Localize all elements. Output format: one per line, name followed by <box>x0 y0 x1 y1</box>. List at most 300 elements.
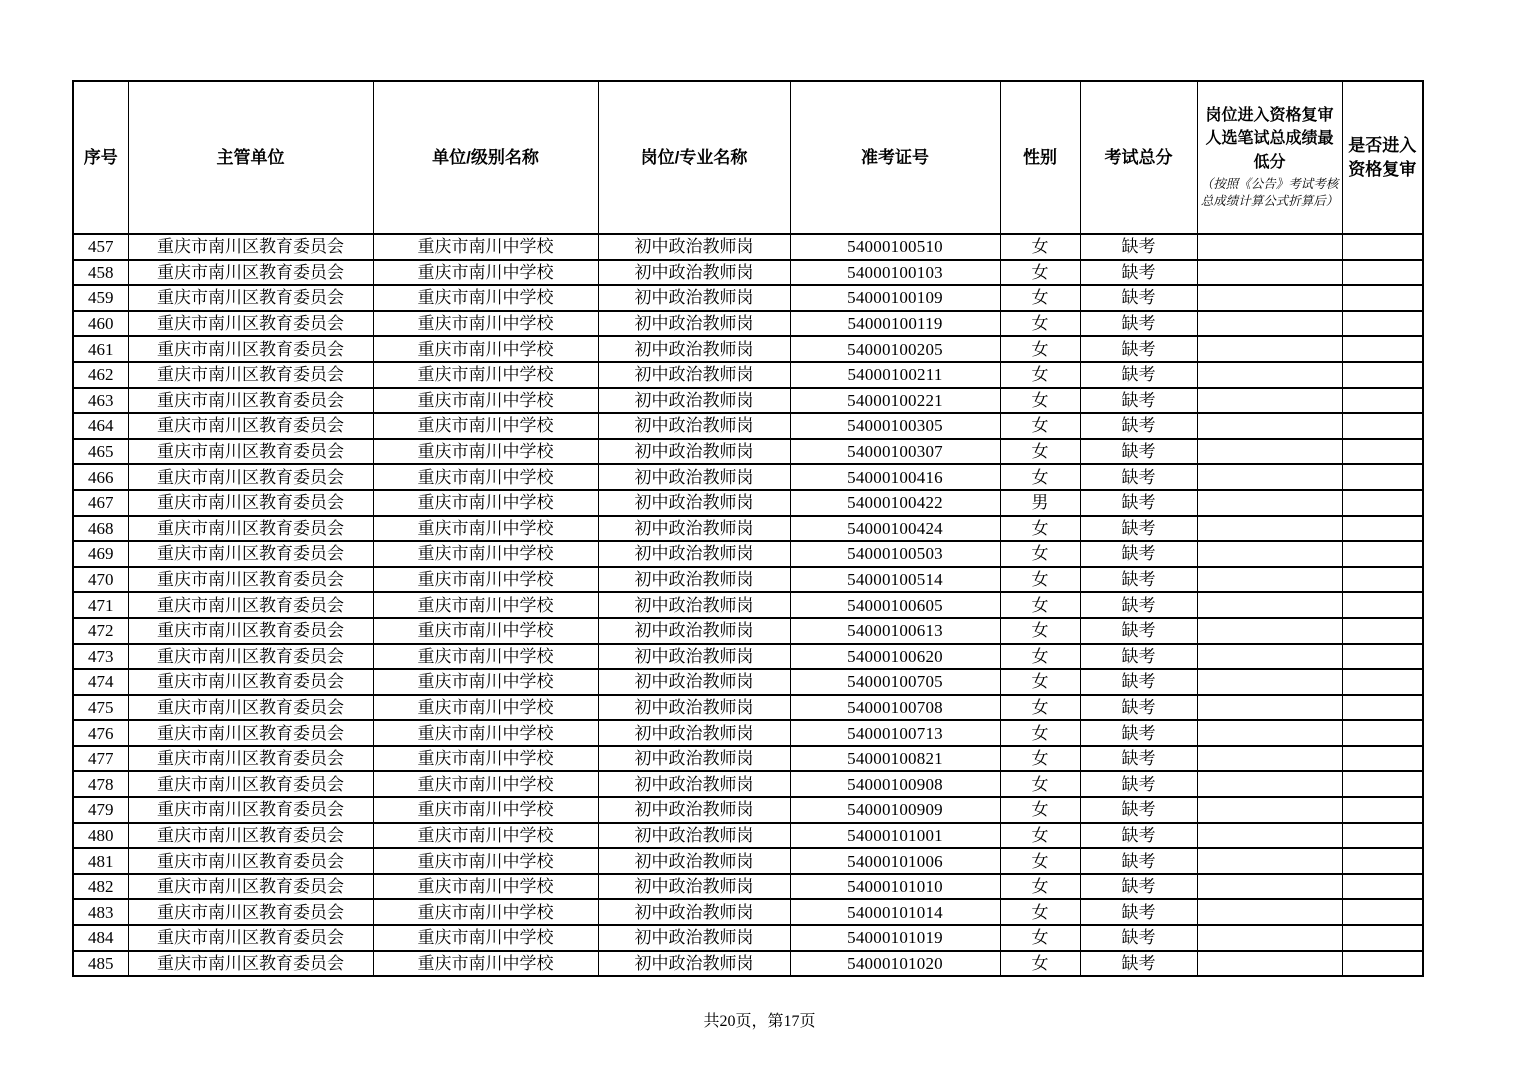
cell-admission-no: 54000100613 <box>790 618 1000 644</box>
cell-gender: 女 <box>1000 413 1080 439</box>
table-row <box>73 771 1423 797</box>
cell-gender: 女 <box>1000 516 1080 542</box>
cell-supervisor: 重庆市南川区教育委员会 <box>128 285 373 311</box>
cell-requalify <box>1342 567 1423 593</box>
cell-min-score <box>1197 285 1342 311</box>
cell-min-score <box>1197 336 1342 362</box>
cell-index: 461 <box>73 336 128 362</box>
cell-position: 初中政治教师岗 <box>598 234 790 260</box>
cell-gender: 女 <box>1000 541 1080 567</box>
cell-admission-no: 54000100305 <box>790 413 1000 439</box>
cell-admission-no: 54000100211 <box>790 362 1000 388</box>
cell-unit: 重庆市南川中学校 <box>373 541 598 567</box>
cell-index: 483 <box>73 899 128 925</box>
cell-position: 初中政治教师岗 <box>598 848 790 874</box>
cell-min-score <box>1197 541 1342 567</box>
col-header-supervisor: 主管单位 <box>128 81 373 234</box>
cell-min-score <box>1197 234 1342 260</box>
cell-min-score <box>1197 388 1342 414</box>
col-header-unit: 单位/级别名称 <box>373 81 598 234</box>
cell-unit: 重庆市南川中学校 <box>373 823 598 849</box>
cell-unit: 重庆市南川中学校 <box>373 618 598 644</box>
cell-total-score: 缺考 <box>1080 311 1197 337</box>
cell-position: 初中政治教师岗 <box>598 925 790 951</box>
cell-unit: 重庆市南川中学校 <box>373 925 598 951</box>
cell-unit: 重庆市南川中学校 <box>373 695 598 721</box>
table-row <box>73 336 1423 362</box>
cell-supervisor: 重庆市南川区教育委员会 <box>128 260 373 286</box>
cell-position: 初中政治教师岗 <box>598 311 790 337</box>
cell-total-score: 缺考 <box>1080 899 1197 925</box>
cell-gender: 女 <box>1000 669 1080 695</box>
table-row <box>73 592 1423 618</box>
cell-index: 472 <box>73 618 128 644</box>
cell-unit: 重庆市南川中学校 <box>373 234 598 260</box>
cell-index: 462 <box>73 362 128 388</box>
cell-unit: 重庆市南川中学校 <box>373 848 598 874</box>
cell-requalify <box>1342 311 1423 337</box>
cell-index: 467 <box>73 490 128 516</box>
cell-position: 初中政治教师岗 <box>598 720 790 746</box>
cell-requalify <box>1342 951 1423 977</box>
cell-unit: 重庆市南川中学校 <box>373 388 598 414</box>
cell-unit: 重庆市南川中学校 <box>373 439 598 465</box>
cell-total-score: 缺考 <box>1080 669 1197 695</box>
table-row <box>73 644 1423 670</box>
cell-requalify <box>1342 797 1423 823</box>
cell-requalify <box>1342 899 1423 925</box>
cell-unit: 重庆市南川中学校 <box>373 720 598 746</box>
table-row <box>73 567 1423 593</box>
cell-requalify <box>1342 592 1423 618</box>
cell-position: 初中政治教师岗 <box>598 823 790 849</box>
cell-requalify <box>1342 260 1423 286</box>
cell-requalify <box>1342 644 1423 670</box>
cell-total-score: 缺考 <box>1080 260 1197 286</box>
cell-position: 初中政治教师岗 <box>598 388 790 414</box>
table-row <box>73 413 1423 439</box>
cell-min-score <box>1197 771 1342 797</box>
cell-supervisor: 重庆市南川区教育委员会 <box>128 797 373 823</box>
table-row <box>73 797 1423 823</box>
cell-supervisor: 重庆市南川区教育委员会 <box>128 618 373 644</box>
cell-admission-no: 54000100909 <box>790 797 1000 823</box>
cell-position: 初中政治教师岗 <box>598 567 790 593</box>
cell-unit: 重庆市南川中学校 <box>373 311 598 337</box>
cell-min-score <box>1197 516 1342 542</box>
cell-unit: 重庆市南川中学校 <box>373 464 598 490</box>
table-row <box>73 951 1423 977</box>
cell-position: 初中政治教师岗 <box>598 260 790 286</box>
cell-supervisor: 重庆市南川区教育委员会 <box>128 362 373 388</box>
cell-gender: 女 <box>1000 388 1080 414</box>
cell-min-score <box>1197 592 1342 618</box>
cell-admission-no: 54000100205 <box>790 336 1000 362</box>
cell-index: 480 <box>73 823 128 849</box>
cell-admission-no: 54000101014 <box>790 899 1000 925</box>
cell-supervisor: 重庆市南川区教育委员会 <box>128 644 373 670</box>
table-row <box>73 720 1423 746</box>
cell-gender: 女 <box>1000 874 1080 900</box>
cell-min-score <box>1197 848 1342 874</box>
cell-position: 初中政治教师岗 <box>598 669 790 695</box>
cell-min-score <box>1197 746 1342 772</box>
table-row <box>73 490 1423 516</box>
cell-index: 459 <box>73 285 128 311</box>
cell-min-score <box>1197 925 1342 951</box>
cell-position: 初中政治教师岗 <box>598 413 790 439</box>
table-row <box>73 464 1423 490</box>
cell-gender: 女 <box>1000 260 1080 286</box>
cell-supervisor: 重庆市南川区教育委员会 <box>128 771 373 797</box>
table-row <box>73 695 1423 721</box>
cell-total-score: 缺考 <box>1080 746 1197 772</box>
cell-supervisor: 重庆市南川区教育委员会 <box>128 516 373 542</box>
cell-total-score: 缺考 <box>1080 771 1197 797</box>
cell-total-score: 缺考 <box>1080 439 1197 465</box>
cell-unit: 重庆市南川中学校 <box>373 413 598 439</box>
cell-gender: 女 <box>1000 464 1080 490</box>
cell-requalify <box>1342 848 1423 874</box>
cell-requalify <box>1342 874 1423 900</box>
col-header-admission-no: 准考证号 <box>790 81 1000 234</box>
cell-gender: 女 <box>1000 925 1080 951</box>
cell-gender: 女 <box>1000 644 1080 670</box>
cell-index: 466 <box>73 464 128 490</box>
cell-position: 初中政治教师岗 <box>598 336 790 362</box>
cell-admission-no: 54000100514 <box>790 567 1000 593</box>
cell-unit: 重庆市南川中学校 <box>373 771 598 797</box>
cell-min-score <box>1197 567 1342 593</box>
cell-total-score: 缺考 <box>1080 388 1197 414</box>
cell-total-score: 缺考 <box>1080 848 1197 874</box>
cell-admission-no: 54000100510 <box>790 234 1000 260</box>
exam-results-table <box>72 80 1424 977</box>
cell-position: 初中政治教师岗 <box>598 516 790 542</box>
cell-unit: 重庆市南川中学校 <box>373 336 598 362</box>
cell-gender: 女 <box>1000 848 1080 874</box>
col-header-min-score-note: （按照《公告》考试考核总成绩计算公式折算后） <box>1200 176 1339 209</box>
cell-supervisor: 重庆市南川区教育委员会 <box>128 464 373 490</box>
cell-requalify <box>1342 695 1423 721</box>
table-body <box>73 234 1423 976</box>
cell-gender: 女 <box>1000 618 1080 644</box>
cell-total-score: 缺考 <box>1080 234 1197 260</box>
cell-position: 初中政治教师岗 <box>598 285 790 311</box>
cell-index: 474 <box>73 669 128 695</box>
cell-supervisor: 重庆市南川区教育委员会 <box>128 746 373 772</box>
cell-admission-no: 54000101019 <box>790 925 1000 951</box>
cell-requalify <box>1342 336 1423 362</box>
table-row <box>73 362 1423 388</box>
cell-gender: 女 <box>1000 899 1080 925</box>
cell-total-score: 缺考 <box>1080 618 1197 644</box>
cell-min-score <box>1197 311 1342 337</box>
cell-total-score: 缺考 <box>1080 285 1197 311</box>
cell-requalify <box>1342 720 1423 746</box>
cell-position: 初中政治教师岗 <box>598 464 790 490</box>
cell-requalify <box>1342 234 1423 260</box>
table-row <box>73 848 1423 874</box>
cell-index: 469 <box>73 541 128 567</box>
cell-requalify <box>1342 464 1423 490</box>
cell-min-score <box>1197 490 1342 516</box>
cell-unit: 重庆市南川中学校 <box>373 669 598 695</box>
cell-requalify <box>1342 823 1423 849</box>
cell-admission-no: 54000100503 <box>790 541 1000 567</box>
cell-requalify <box>1342 669 1423 695</box>
cell-admission-no: 54000100109 <box>790 285 1000 311</box>
cell-total-score: 缺考 <box>1080 464 1197 490</box>
cell-admission-no: 54000100221 <box>790 388 1000 414</box>
table-row <box>73 285 1423 311</box>
cell-requalify <box>1342 388 1423 414</box>
cell-admission-no: 54000100708 <box>790 695 1000 721</box>
cell-requalify <box>1342 362 1423 388</box>
cell-index: 485 <box>73 951 128 977</box>
cell-unit: 重庆市南川中学校 <box>373 362 598 388</box>
cell-admission-no: 54000100416 <box>790 464 1000 490</box>
cell-min-score <box>1197 951 1342 977</box>
cell-unit: 重庆市南川中学校 <box>373 260 598 286</box>
cell-position: 初中政治教师岗 <box>598 899 790 925</box>
cell-index: 464 <box>73 413 128 439</box>
cell-index: 468 <box>73 516 128 542</box>
cell-requalify <box>1342 490 1423 516</box>
cell-total-score: 缺考 <box>1080 490 1197 516</box>
cell-index: 457 <box>73 234 128 260</box>
cell-admission-no: 54000100424 <box>790 516 1000 542</box>
cell-index: 465 <box>73 439 128 465</box>
cell-index: 473 <box>73 644 128 670</box>
cell-gender: 女 <box>1000 823 1080 849</box>
cell-gender: 女 <box>1000 311 1080 337</box>
cell-supervisor: 重庆市南川区教育委员会 <box>128 541 373 567</box>
cell-gender: 男 <box>1000 490 1080 516</box>
cell-admission-no: 54000101006 <box>790 848 1000 874</box>
cell-position: 初中政治教师岗 <box>598 439 790 465</box>
cell-min-score <box>1197 464 1342 490</box>
cell-gender: 女 <box>1000 439 1080 465</box>
cell-total-score: 缺考 <box>1080 797 1197 823</box>
cell-index: 476 <box>73 720 128 746</box>
cell-unit: 重庆市南川中学校 <box>373 567 598 593</box>
cell-position: 初中政治教师岗 <box>598 644 790 670</box>
cell-supervisor: 重庆市南川区教育委员会 <box>128 669 373 695</box>
col-header-requalify: 是否进入资格复审 <box>1342 81 1423 234</box>
table-row <box>73 541 1423 567</box>
cell-index: 460 <box>73 311 128 337</box>
table-row <box>73 823 1423 849</box>
cell-total-score: 缺考 <box>1080 567 1197 593</box>
cell-supervisor: 重庆市南川区教育委员会 <box>128 720 373 746</box>
table-row <box>73 439 1423 465</box>
cell-supervisor: 重庆市南川区教育委员会 <box>128 695 373 721</box>
cell-supervisor: 重庆市南川区教育委员会 <box>128 592 373 618</box>
cell-min-score <box>1197 644 1342 670</box>
col-header-index: 序号 <box>73 81 128 234</box>
table-row <box>73 925 1423 951</box>
table-row <box>73 388 1423 414</box>
cell-unit: 重庆市南川中学校 <box>373 592 598 618</box>
cell-admission-no: 54000100821 <box>790 746 1000 772</box>
cell-gender: 女 <box>1000 592 1080 618</box>
cell-unit: 重庆市南川中学校 <box>373 516 598 542</box>
cell-index: 458 <box>73 260 128 286</box>
col-header-total-score: 考试总分 <box>1080 81 1197 234</box>
cell-min-score <box>1197 720 1342 746</box>
cell-min-score <box>1197 874 1342 900</box>
cell-admission-no: 54000101020 <box>790 951 1000 977</box>
cell-gender: 女 <box>1000 234 1080 260</box>
cell-admission-no: 54000100103 <box>790 260 1000 286</box>
cell-admission-no: 54000100713 <box>790 720 1000 746</box>
cell-supervisor: 重庆市南川区教育委员会 <box>128 439 373 465</box>
cell-position: 初中政治教师岗 <box>598 951 790 977</box>
table-row <box>73 874 1423 900</box>
col-header-min-score-title: 岗位进入资格复审人选笔试总成绩最低分 <box>1205 107 1334 171</box>
cell-position: 初中政治教师岗 <box>598 746 790 772</box>
cell-total-score: 缺考 <box>1080 336 1197 362</box>
cell-position: 初中政治教师岗 <box>598 541 790 567</box>
cell-admission-no: 54000100119 <box>790 311 1000 337</box>
cell-gender: 女 <box>1000 720 1080 746</box>
cell-gender: 女 <box>1000 951 1080 977</box>
cell-total-score: 缺考 <box>1080 720 1197 746</box>
cell-total-score: 缺考 <box>1080 874 1197 900</box>
cell-requalify <box>1342 413 1423 439</box>
cell-requalify <box>1342 771 1423 797</box>
cell-requalify <box>1342 439 1423 465</box>
cell-min-score <box>1197 260 1342 286</box>
cell-supervisor: 重庆市南川区教育委员会 <box>128 899 373 925</box>
cell-index: 475 <box>73 695 128 721</box>
cell-total-score: 缺考 <box>1080 695 1197 721</box>
cell-position: 初中政治教师岗 <box>598 771 790 797</box>
cell-supervisor: 重庆市南川区教育委员会 <box>128 567 373 593</box>
cell-supervisor: 重庆市南川区教育委员会 <box>128 823 373 849</box>
cell-unit: 重庆市南川中学校 <box>373 951 598 977</box>
cell-supervisor: 重庆市南川区教育委员会 <box>128 311 373 337</box>
cell-supervisor: 重庆市南川区教育委员会 <box>128 874 373 900</box>
cell-min-score <box>1197 413 1342 439</box>
cell-supervisor: 重庆市南川区教育委员会 <box>128 388 373 414</box>
table-row <box>73 746 1423 772</box>
cell-gender: 女 <box>1000 567 1080 593</box>
cell-requalify <box>1342 925 1423 951</box>
cell-position: 初中政治教师岗 <box>598 592 790 618</box>
cell-index: 478 <box>73 771 128 797</box>
cell-index: 484 <box>73 925 128 951</box>
cell-min-score <box>1197 797 1342 823</box>
cell-position: 初中政治教师岗 <box>598 490 790 516</box>
cell-supervisor: 重庆市南川区教育委员会 <box>128 234 373 260</box>
cell-gender: 女 <box>1000 746 1080 772</box>
cell-admission-no: 54000100307 <box>790 439 1000 465</box>
cell-supervisor: 重庆市南川区教育委员会 <box>128 336 373 362</box>
cell-unit: 重庆市南川中学校 <box>373 490 598 516</box>
cell-requalify <box>1342 541 1423 567</box>
table-row <box>73 234 1423 260</box>
cell-gender: 女 <box>1000 695 1080 721</box>
table-row <box>73 618 1423 644</box>
cell-index: 463 <box>73 388 128 414</box>
cell-unit: 重庆市南川中学校 <box>373 874 598 900</box>
cell-min-score <box>1197 618 1342 644</box>
col-header-position: 岗位/专业名称 <box>598 81 790 234</box>
cell-min-score <box>1197 362 1342 388</box>
cell-index: 482 <box>73 874 128 900</box>
cell-total-score: 缺考 <box>1080 541 1197 567</box>
cell-position: 初中政治教师岗 <box>598 874 790 900</box>
cell-position: 初中政治教师岗 <box>598 695 790 721</box>
cell-admission-no: 54000101001 <box>790 823 1000 849</box>
table-row <box>73 669 1423 695</box>
cell-admission-no: 54000100705 <box>790 669 1000 695</box>
cell-index: 477 <box>73 746 128 772</box>
cell-gender: 女 <box>1000 362 1080 388</box>
cell-index: 481 <box>73 848 128 874</box>
cell-admission-no: 54000100620 <box>790 644 1000 670</box>
cell-unit: 重庆市南川中学校 <box>373 644 598 670</box>
cell-supervisor: 重庆市南川区教育委员会 <box>128 490 373 516</box>
header-row <box>73 81 1423 234</box>
cell-gender: 女 <box>1000 336 1080 362</box>
cell-unit: 重庆市南川中学校 <box>373 797 598 823</box>
cell-total-score: 缺考 <box>1080 362 1197 388</box>
cell-unit: 重庆市南川中学校 <box>373 899 598 925</box>
cell-supervisor: 重庆市南川区教育委员会 <box>128 848 373 874</box>
cell-requalify <box>1342 516 1423 542</box>
cell-min-score <box>1197 669 1342 695</box>
cell-gender: 女 <box>1000 797 1080 823</box>
cell-requalify <box>1342 285 1423 311</box>
page-footer: 共20页，第17页 <box>703 1013 816 1030</box>
cell-unit: 重庆市南川中学校 <box>373 285 598 311</box>
cell-position: 初中政治教师岗 <box>598 618 790 644</box>
cell-requalify <box>1342 746 1423 772</box>
cell-total-score: 缺考 <box>1080 413 1197 439</box>
cell-total-score: 缺考 <box>1080 644 1197 670</box>
cell-position: 初中政治教师岗 <box>598 362 790 388</box>
table-row <box>73 311 1423 337</box>
cell-min-score <box>1197 823 1342 849</box>
cell-admission-no: 54000100908 <box>790 771 1000 797</box>
cell-min-score <box>1197 695 1342 721</box>
cell-gender: 女 <box>1000 771 1080 797</box>
cell-total-score: 缺考 <box>1080 516 1197 542</box>
cell-admission-no: 54000100605 <box>790 592 1000 618</box>
cell-total-score: 缺考 <box>1080 925 1197 951</box>
cell-index: 479 <box>73 797 128 823</box>
cell-total-score: 缺考 <box>1080 592 1197 618</box>
table-row <box>73 516 1423 542</box>
cell-supervisor: 重庆市南川区教育委员会 <box>128 951 373 977</box>
cell-requalify <box>1342 618 1423 644</box>
cell-total-score: 缺考 <box>1080 951 1197 977</box>
cell-min-score <box>1197 899 1342 925</box>
col-header-gender: 性别 <box>1000 81 1080 234</box>
cell-gender: 女 <box>1000 285 1080 311</box>
cell-admission-no: 54000100422 <box>790 490 1000 516</box>
table-row <box>73 899 1423 925</box>
cell-position: 初中政治教师岗 <box>598 797 790 823</box>
cell-supervisor: 重庆市南川区教育委员会 <box>128 925 373 951</box>
cell-admission-no: 54000101010 <box>790 874 1000 900</box>
cell-total-score: 缺考 <box>1080 823 1197 849</box>
col-header-min-score <box>1197 81 1342 234</box>
cell-index: 470 <box>73 567 128 593</box>
